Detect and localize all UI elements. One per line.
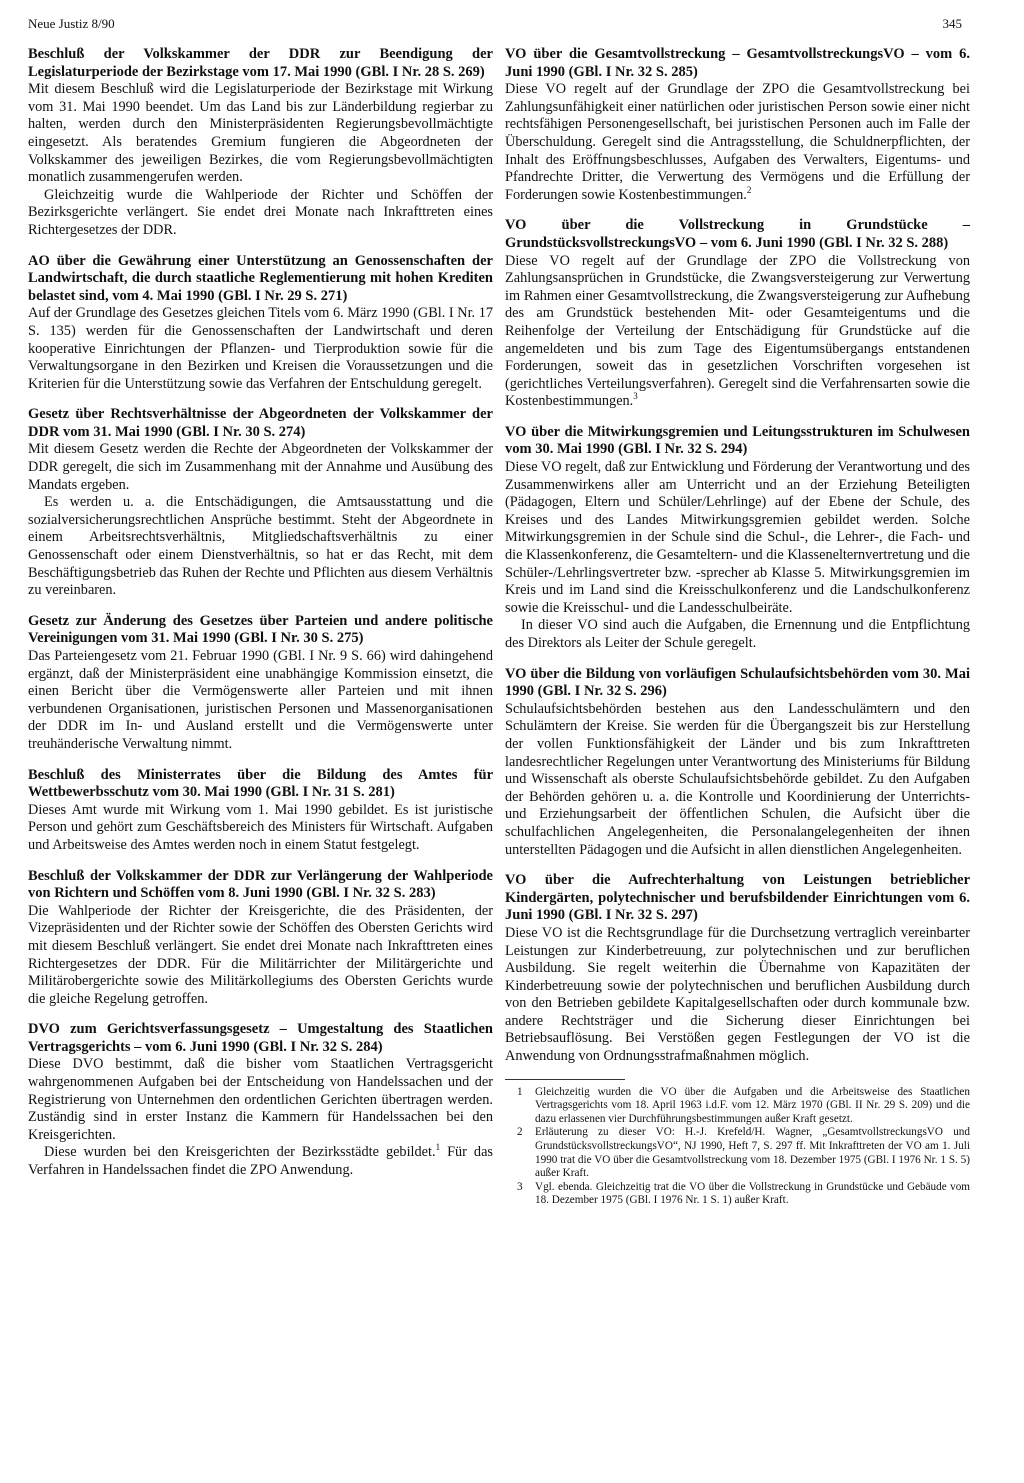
article-paragraph: Das Parteiengesetz vom 21. Februar 1990 (GBl. I Nr. 9 S. 66) wird dahingehend ergänzt, daß der Ministerpräsident eine unabhängige Kommission einsetzt, die einen Bericht über die Vermögenswerte aller Parteien und mit ihnen verbundenen Organisationen, juristischen Personen und Massenorganisationen der DDR im In- und Ausland erstellt und die Vermögenswerte unter treuhänderische Verwaltung nimmt.: [28, 648, 493, 752]
article-heading: Gesetz über Rechtsverhältnisse der Abgeordneten der Volkskammer der DDR vom 31. Mai 1990 (GBl. I Nr. 30 S. 274): [28, 406, 493, 440]
article-heading: DVO zum Gerichtsverfassungsgesetz – Umgestaltung des Staatlichen Vertragsgerichts – vom 6. Juni 1990 (GBl. I Nr. 32 S. 284): [28, 1021, 493, 1055]
article-entry: [505, 217, 970, 411]
article-paragraph: [505, 253, 970, 411]
article-entry: [505, 46, 970, 204]
article-paragraph: Gleichzeitig wurde die Wahlperiode der Richter und Schöffen der Bezirksgerichte verlängert. Sie endet drei Monate nach Inkrafttreten eines Richtergesetzes der DDR.: [28, 186, 493, 238]
left-column: [28, 46, 493, 1193]
article-entry: [28, 253, 493, 394]
journal-title: Neue Justiz 8/90: [28, 16, 115, 31]
paragraph-text: Für das Verfahren in Handelssachen findet die ZPO Anwendung.: [28, 1144, 493, 1179]
article-paragraph: [505, 81, 970, 204]
article-paragraph: Die Wahlperiode der Richter der Kreisgerichte, die des Präsidenten, der Vizepräsidenten und der Richter sowie der Schöffen des Obersten Gerichts wird mit diesem Beschluß verlängert. Sie endet drei Monate nach Inkrafttreten eines Richtergesetzes der DDR. Für die Militärrichter der Militärgerichte und Militärobergerichte sowie des Militärkollegiums des Obersten Gerichts wurde die gleiche Regelung getroffen.: [28, 902, 493, 1007]
article-entry: [28, 613, 493, 754]
article-heading: VO über die Bildung von vorläufigen Schulaufsichtsbehörden vom 30. Mai 1990 (GBl. I Nr. 32 S. 296): [505, 665, 970, 700]
article-heading: Gesetz zur Änderung des Gesetzes über Parteien und andere politische Vereinigungen vom 31. Mai 1990 (GBl. I Nr. 30 S. 275): [28, 612, 493, 647]
article-entry: [505, 872, 970, 1066]
footnote-text: Gleichzeitig wurden die VO über die Aufgaben und die Arbeitsweise des Staatlichen Vertragsgerichts vom 18. April 1963 i.d.F. vom 12. März 1970 (GBl. II Nr. 29 S. 209) und die dazu erlassenen vier Durchführungsbestimmungen außer Kraft gesetzt.: [535, 1085, 970, 1125]
article-paragraph: Auf der Grundlage des Gesetzes gleichen Titels vom 6. März 1990 (GBl. I Nr. 17 S. 135) werden für die Genossenschaften der Landwirtschaft und deren kooperative Einrichtungen der Pflanzen- und Tierproduktion sowie für die Verwaltungsorgane in den Bezirken und Kreisen die Voraussetzungen und die Kriterien für die Unterstützung sowie das Verfahren der Entschuldung geregelt.: [28, 305, 493, 392]
article-entry: [505, 424, 970, 653]
article-paragraph: Diese VO regelt, daß zur Entwicklung und Förderung der Verantwortung und des Zusammenwirkens aller am Unterricht und an der Erziehung Beteiligten (Pädagogen, Eltern und Schüler/Lehrlinge) auf der Ebene der Schule, des Kreises und des Landes Mitwirkungsgremien gebildet werden. Solche Mitwirkungsgremien in der Schule sind die Schul-, die Lehrer-, die Fach- und die Klassenkonferenz, die Gesamteltern- und die Klassenelternvertretung und die Schüler-/Lehrlingsvertreter bzw. -sprecher ab Klasse 5. Mitwirkungsgremien im Kreis und im Land sind die Kreisschulkonferenz und die Landschulkonferenz sowie die Kreisschul- und die Landesschulbeiräte.: [505, 459, 970, 616]
paragraph-text: Diese VO regelt auf der Grundlage der ZPO die Gesamtvollstreckung bei Zahlungsunfähigkeit einer natürlichen oder juristischen Person sowie einer nicht rechtsfähigen Personengesellschaft, bei juristischen Personen auch im Falle der Überschuldung. Geregelt sind die Antragsstellung, die Schuldnerpflichten, der Inhalt des Eröffnungsbeschlusses, Aufgaben des Verwalters, Eigentums- und Pfandrechte Dritter, die Verwertung des Vermögens und die Erfüllung der Forderungen sowie Kostenbestimmungen.: [505, 81, 970, 203]
footnote-text: Erläuterung zu dieser VO: H.-J. Krefeld/H. Wagner, „GesamtvollstreckungsVO und GrundstücksvollstreckungsVO“, NJ 1990, Heft 7, S. 297 ff. Mit Inkrafttreten der VO am 1. Juli 1990 trat die VO über die Gesamtvollstreckung vom 18. Dezember 1975 (GBl. I 1976 Nr. 1 S. 5) außer Kraft.: [535, 1126, 970, 1180]
article-entry: [505, 666, 970, 860]
article-entry: [28, 406, 493, 600]
footnote-ref[interactable]: 1: [435, 1142, 441, 1153]
paragraph-text: Diese wurden bei den Kreisgerichten der Bezirksstädte gebildet.: [44, 1144, 436, 1161]
article-paragraph: Diese DVO bestimmt, daß die bisher vom Staatlichen Vertragsgericht wahrgenommenen Aufgaben bei der Entscheidung von Handelssachen und der Registrierung von Unternehmen den ordentlichen Gerichten übertragen werden. Zuständig sind in erster Instanz die Kammern für Handelssachen bei den Kreisgerichten.: [28, 1056, 493, 1143]
article-heading: Beschluß des Ministerrates über die Bildung des Amtes für Wettbewerbsschutz vom 30. Mai 1990 (GBl. I Nr. 31 S. 281): [28, 766, 493, 801]
article-paragraph: Mit diesem Gesetz werden die Rechte der Abgeordneten der Volkskammer der DDR geregelt, die sich im Zusammenhang mit der Annahme und Ausübung des Mandats ergeben.: [28, 441, 493, 493]
paragraph-text: Diese VO regelt auf der Grundlage der ZPO die Vollstreckung von Zahlungsansprüchen in Grundstücke, die Zwangsversteigerung zur Verwertung im Rahmen einer Gesamtvollstreckung, die Zwangsversteigerung zur Aufhebung des am Grundstück bestehenden Mit- oder Gesamteigentums und die Reihenfolge der Verteilung der Entschädigung für Grundstücke auf die angemeldeten und bis zum Tage des Eigentumsübergangs entstandenen Forderungen, soweit das in gesetzlichen Vorschriften vorgesehen ist (gerichtliches Verteilungsverfahren). Geregelt sind die Verfahrensarten sowie die Kostenbestimmungen.: [505, 252, 970, 410]
footnote-number: 2: [517, 1126, 523, 1139]
article-entry: [28, 46, 493, 240]
footnote: [517, 1126, 970, 1180]
article-entry: [28, 767, 493, 855]
footnote-ref[interactable]: 2: [746, 184, 752, 195]
article-heading: Beschluß der Volkskammer der DDR zur Beendigung der Legislaturperiode der Bezirkstage vom 17. Mai 1990 (GBl. I Nr. 28 S. 269): [28, 46, 493, 80]
article-paragraph: [28, 1144, 493, 1179]
article-entry: [28, 1021, 493, 1179]
right-column: [505, 46, 970, 1208]
footnote: [517, 1181, 970, 1208]
footnote-divider: [505, 1079, 625, 1080]
article-heading: AO über die Gewährung einer Unterstützung an Genossenschaften der Landwirtschaft, die durch staatliche Reglementierung mit hohen Krediten belastet sind, vom 4. Mai 1990 (GBl. I Nr. 29 S. 271): [28, 252, 493, 304]
article-heading: VO über die Mitwirkungsgremien und Leitungsstrukturen im Schulwesen vom 30. Mai 1990 (GBl. I Nr. 32 S. 294): [505, 423, 970, 458]
article-heading: VO über die Gesamtvollstreckung – GesamtvollstreckungsVO – vom 6. Juni 1990 (GBl. I Nr. 32 S. 285): [505, 46, 970, 80]
footnote-number: 1: [517, 1085, 523, 1098]
article-paragraph: Diese VO ist die Rechtsgrundlage für die Durchsetzung vertraglich vereinbarter Leistungen zur Kinderbetreuung, zur polytechnischen und zur beruflichen Ausbildung. Sie regelt weiterhin die Übernahme von Kapazitäten der Kinderbetreuung sowie der polytechnischen und beruflichen Ausbildung durch von den Betrieben gebildete Kapitalgesellschaften oder durch kommunale bzw. andere Rechtsträger und die Sicherung dieser Einrichtungen bei Betriebsauflösung. Bei Verstößen gegen Festlegungen der VO ist die Anwendung von Ordnungsstrafmaßnahmen möglich.: [505, 924, 970, 1065]
article-paragraph: Es werden u. a. die Entschädigungen, die Amtsausstattung und die sozialversicherungsrechtlichen Ansprüche bestimmt. Steht der Abgeordnete in einem Arbeitsrechtsverhältnis, Mitgliedschaftsverhältnis zu einer Genossenschaft oder einem Dienstverhältnis, so hat er das Recht, mit dem Beschäftigungsbetrieb das Ruhen der Rechte und Pflichten aus diesem Verhältnis zu vereinbaren.: [28, 494, 493, 599]
article-paragraph: Dieses Amt wurde mit Wirkung vom 1. Mai 1990 gebildet. Es ist juristische Person und gehört zum Geschäftsbereich des Ministers für Wirtschaft. Aufgaben und Arbeitsweise des Amtes werden noch in einem Statut festgelegt.: [28, 801, 493, 853]
page-number: 345: [942, 16, 962, 31]
footnotes: [517, 1086, 970, 1208]
article-paragraph: Mit diesem Beschluß wird die Legislaturperiode der Bezirkstage mit Wirkung vom 31. Mai 1990 beendet. Um das Land bis zur Länderbildung regierbar zu halten, werden durch den Ministerpräsidenten Regierungsbevollmächtigte eingesetzt. Als beratendes Gremium fungieren die Abgeordneten der Volkskammer des jeweiligen Bezirkes, die vom Regierungsbevollmächtigten monatlich zusammengerufen werden.: [28, 81, 493, 186]
article-paragraph: Schulaufsichtsbehörden bestehen aus den Landesschulämtern und den Schulämtern der Kreise. Sie werden für die Übergangszeit bis zur Herstellung der vollen Funktionsfähigkeit der Länder und bis zum Inkrafttreten landesrechtlicher Regelungen unter Verantwortung des Ministeriums für Bildung und Wissenschaft als oberste Schulaufsichtsbehörde gebildet. Zu den Aufgaben der Behörden gehören u. a. die Kontrolle und Koordinierung der Unterrichts- und Erziehungsarbeit der öffentlichen Schulen, die Aufsicht über die schulfachlichen Angelegenheiten, die Personalangelegenheiten der ihnen unterstellten Pädagogen und die Aufsicht in allen dienstlichen Angelegenheiten.: [505, 700, 970, 858]
article-entry: [28, 868, 493, 1009]
footnote-text: Vgl. ebenda. Gleichzeitig trat die VO über die Vollstreckung in Grundstücke und Gebäude vom 18. Dezember 1975 (GBl. I 1976 Nr. 1 S. 1) außer Kraft.: [535, 1180, 970, 1207]
footnote-ref[interactable]: 3: [633, 391, 638, 402]
article-paragraph: In dieser VO sind auch die Aufgaben, die Ernennung und die Entpflichtung des Direktors als Leiter der Schule geregelt.: [505, 617, 970, 651]
running-header: [28, 16, 962, 32]
footnote-number: 3: [517, 1180, 523, 1193]
article-heading: VO über die Vollstreckung in Grundstücke – GrundstücksvollstreckungsVO – vom 6. Juni 1990 (GBl. I Nr. 32 S. 288): [505, 217, 970, 251]
article-heading: Beschluß der Volkskammer der DDR zur Verlängerung der Wahlperiode von Richtern und Schöffen vom 8. Juni 1990 (GBl. I Nr. 32 S. 283): [28, 867, 493, 902]
footnote: [517, 1086, 970, 1127]
article-heading: VO über die Aufrechterhaltung von Leistungen betrieblicher Kindergärten, polytechnischer und berufsbildender Einrichtungen vom 6. Juni 1990 (GBl. I Nr. 32 S. 297): [505, 872, 970, 924]
